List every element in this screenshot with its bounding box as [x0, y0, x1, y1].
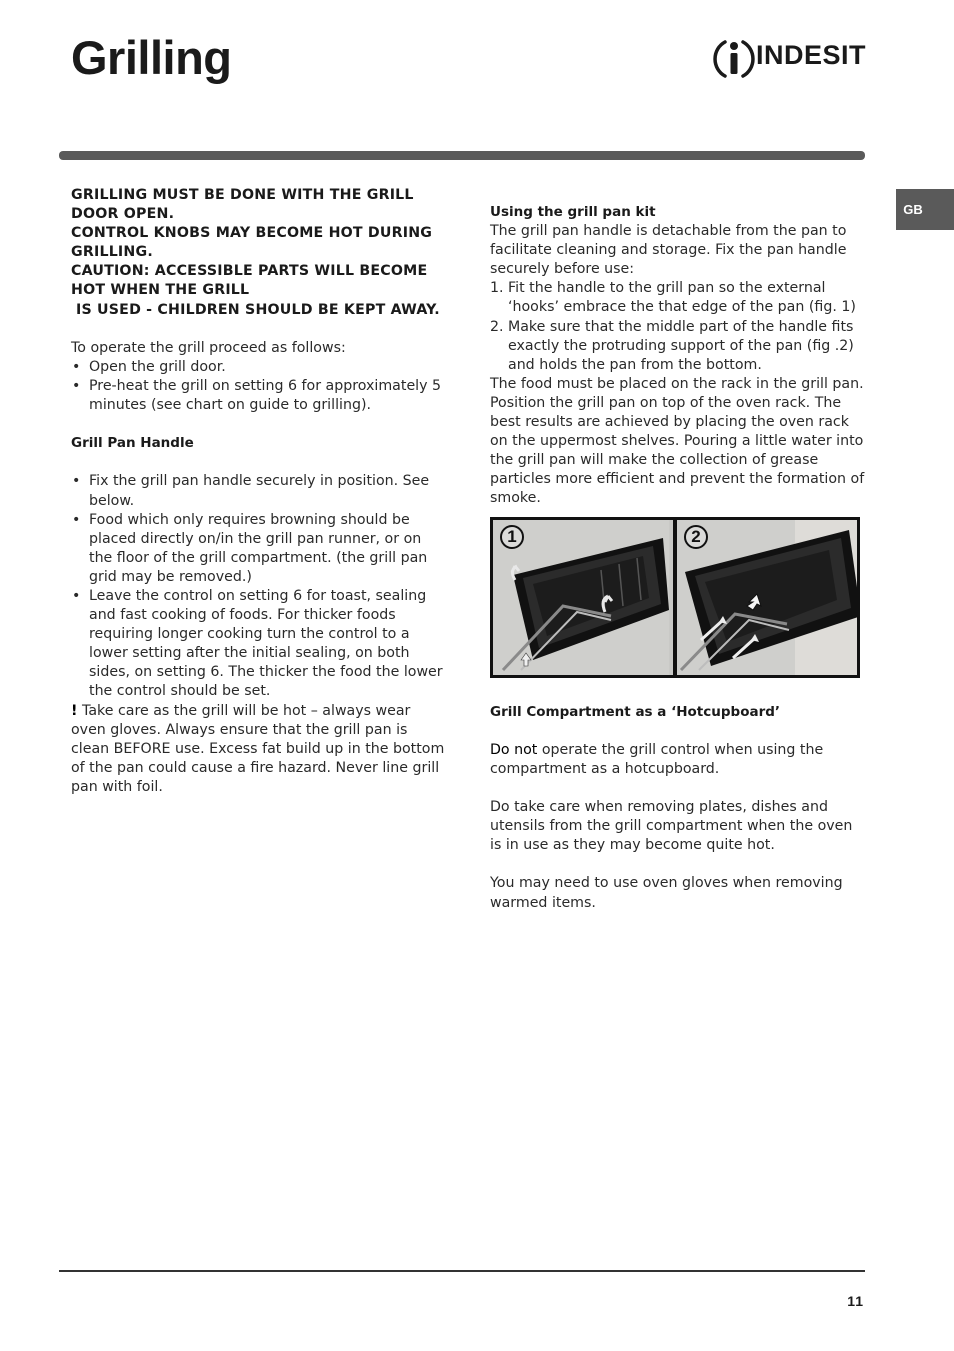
- figure-panel-1: [493, 520, 673, 675]
- pan-handle-list: [71, 472, 449, 701]
- figure-panel-2: [677, 520, 857, 675]
- step-number: 2.: [490, 318, 504, 335]
- list-item: [490, 318, 865, 375]
- donot-rest: operate the grill control when using the compartment as a hotcupboard.: [490, 741, 824, 777]
- kit-steps: [490, 279, 865, 374]
- right-column: [490, 203, 865, 913]
- kit-heading: Using the grill pan kit: [490, 204, 656, 220]
- care-paragraph: Do take care when removing plates, dishes and utensils from the grill compartment when the oven is in use as they may become quite hot.: [490, 799, 853, 854]
- caution-paragraph: [71, 702, 449, 797]
- footer-divider: [59, 1270, 865, 1272]
- intro-text: To operate the grill proceed as follows:: [71, 339, 346, 356]
- page-title: Grilling: [71, 31, 232, 84]
- warning-line: GRILLING MUST BE DONE WITH THE GRILL DOOR OPEN.: [71, 187, 414, 223]
- pan-handle-heading: Grill Pan Handle: [71, 435, 194, 452]
- figure-number: 2: [684, 525, 708, 549]
- list-item: • Food which only requires browning should be placed directly on/in the grill pan runner, or on the floor of the grill compartment. (the grill pan grid may be removed.): [71, 511, 449, 587]
- header-divider: [59, 151, 865, 160]
- page-number: 11: [847, 1293, 864, 1309]
- kit-paragraph: The food must be placed on the rack in the grill pan. Position the grill pan on top of the oven rack. The best results are achieved by placing the oven rack on the uppermost shelves. Pouring a little water into the grill pan will make the collection of grease particles more efficient and prevent the formation of smoke.: [490, 375, 865, 507]
- list-item: [490, 279, 865, 317]
- warning-line: CONTROL KNOBS MAY BECOME HOT DURING GRILLING.: [71, 225, 433, 261]
- brand-logo: [712, 36, 867, 86]
- step-text: Fit the handle to the grill pan so the external ‘hooks’ embrace the that edge of the pan (fig. 1): [508, 280, 856, 316]
- list-item: • Fix the grill pan handle securely in position. See below.: [71, 472, 449, 510]
- brand-name: INDESIT: [756, 40, 867, 70]
- left-column: [71, 186, 449, 797]
- step-number: 1.: [490, 280, 504, 297]
- warning-line: CAUTION: ACCESSIBLE PARTS WILL BECOME HOT WHEN THE GRILL: [71, 263, 428, 299]
- caution-mark: !: [71, 702, 78, 719]
- step-text: Make sure that the middle part of the handle fits exactly the protruding support of the pan (fig .2) and holds the pan from the bottom.: [508, 318, 854, 373]
- language-tab: GB: [896, 189, 954, 230]
- warning-line: IS USED - CHILDREN SHOULD BE KEPT AWAY.: [76, 301, 440, 318]
- gloves-paragraph: You may need to use oven gloves when removing warmed items.: [490, 875, 843, 911]
- operate-steps: [71, 358, 449, 415]
- list-item: • Open the grill door.: [71, 358, 449, 377]
- grill-pan-figure: [490, 517, 860, 678]
- donot-paragraph: [490, 741, 865, 779]
- indesit-emblem-icon: [712, 36, 756, 82]
- donot-lead: Do not: [490, 741, 538, 758]
- list-item: • Leave the control on setting 6 for toast, sealing and fast cooking of foods. For thicker foods requiring longer cooking turn the control to a lower setting after the initial sealing, on both sides, on setting 6. The thicker the food the lower the control should be set.: [71, 587, 449, 702]
- hotcupboard-heading: Grill Compartment as a ‘Hotcupboard’: [490, 703, 781, 720]
- kit-intro: The grill pan handle is detachable from the pan to facilitate cleaning and storage. Fix the pan handle securely before use:: [490, 223, 847, 278]
- caution-text: Take care as the grill will be hot – always wear oven gloves. Always ensure that the grill pan is clean BEFORE use. Excess fat build up in the bottom of the pan could cause a fire hazard. Never line grill pan with foil.: [71, 702, 445, 795]
- figure-number: 1: [500, 525, 524, 549]
- list-item: • Pre-heat the grill on setting 6 for approximately 5 minutes (see chart on guide to grilling).: [71, 377, 449, 415]
